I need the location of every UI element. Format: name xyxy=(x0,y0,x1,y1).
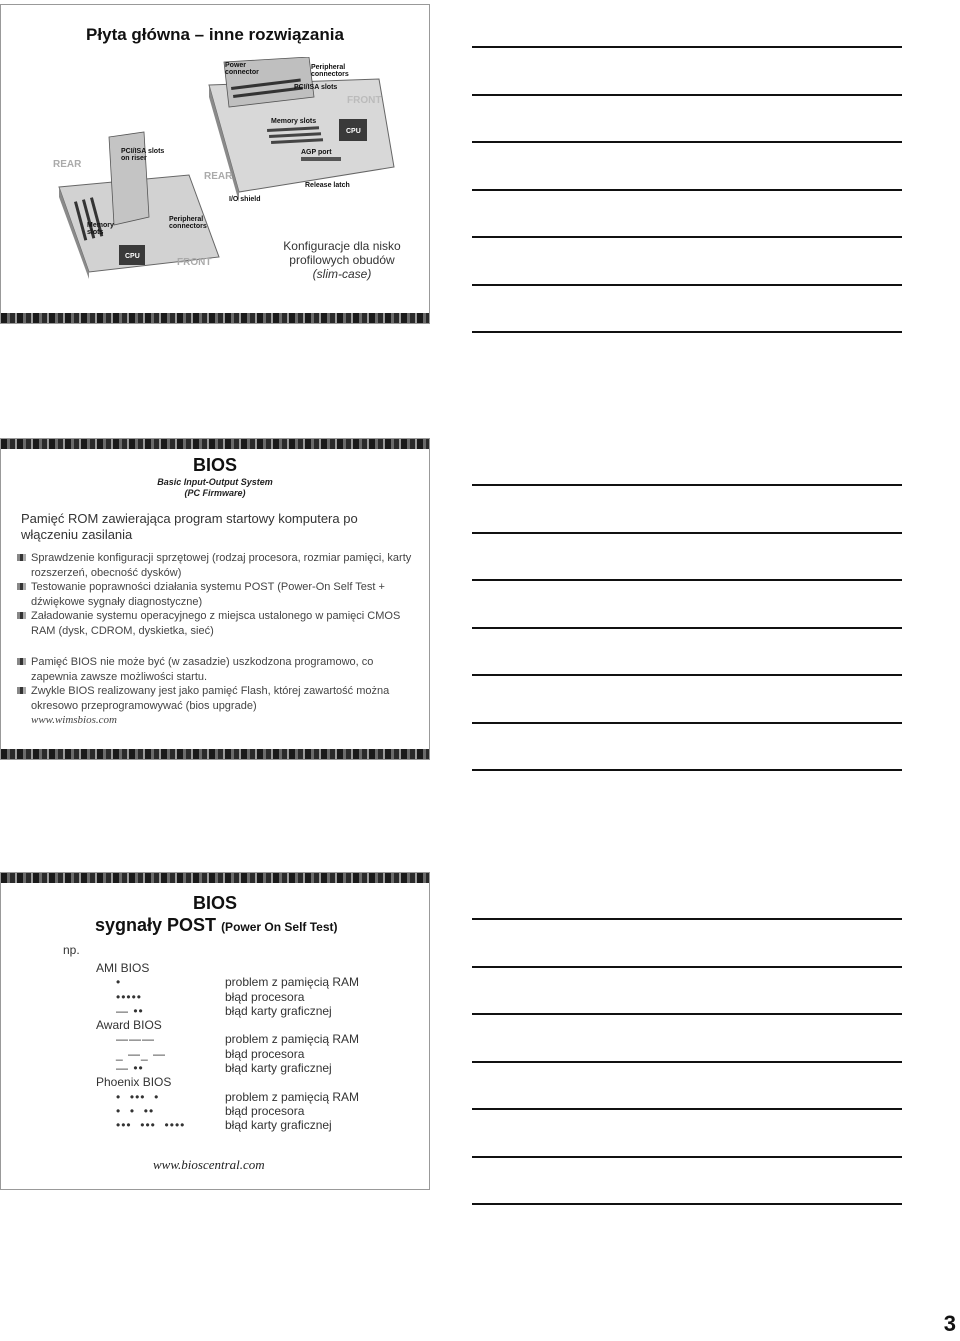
notes-lines-2 xyxy=(472,484,902,817)
notes-lines-1 xyxy=(472,46,902,379)
bioscentral-url[interactable]: www.bioscentral.com xyxy=(153,1157,265,1172)
table-row: ——— problem z pamięcią RAM xyxy=(116,1032,360,1047)
bios-notes-list xyxy=(17,655,422,728)
slide-post-signals xyxy=(0,872,430,1190)
table-row: • ••• • problem z pamięcią RAM xyxy=(116,1089,360,1104)
slide-footer-bar xyxy=(1,313,429,323)
bullet-icon xyxy=(17,658,26,665)
slide-motherboard xyxy=(0,4,430,324)
label-pci-isa-riser: PCI/ISA slots on riser xyxy=(121,148,165,162)
bios-url[interactable]: www.wimsbios.com xyxy=(31,714,117,726)
label-io-shield: I/O shield xyxy=(229,196,261,203)
label-rear-mid: REAR xyxy=(204,171,233,182)
list-item: Pamięć BIOS nie może być (w zasadzie) uszkodzona programowo, co zapewnia zawsze możliwości startu. xyxy=(17,655,422,684)
table-row: — •• błąd karty graficznej xyxy=(116,1061,332,1076)
slide-footer-bar xyxy=(1,749,429,759)
slide-subtitle: sygnały POST (Power On Self Test) xyxy=(95,915,338,935)
bios-definition: Pamięć ROM zawierająca program startowy komputera po włączeniu zasilania xyxy=(21,511,358,542)
table-row: Phoenix BIOS xyxy=(96,1075,172,1090)
label-cpu-top: CPU xyxy=(346,128,361,135)
table-row: Award BIOS xyxy=(96,1018,162,1033)
label-power-connector: Power connector xyxy=(225,62,259,76)
table-row: ••••• błąd procesora xyxy=(116,989,305,1004)
list-item: Załadowanie systemu operacyjnego z miejsca ustalonego w pamięci CMOS RAM (dysk, CDROM, dyskietka, sieć) xyxy=(17,609,422,638)
slide-header-bar xyxy=(1,873,429,883)
label-front-top: FRONT xyxy=(347,95,382,106)
label-peripheral-connectors-top: Peripheral connectors xyxy=(311,64,349,78)
bullet-icon xyxy=(17,583,26,590)
label-front-bottom: FRONT xyxy=(177,257,212,268)
label-memory-slots-top: Memory slots xyxy=(271,118,317,125)
table-row: ••• ••• •••• błąd karty graficznej xyxy=(116,1118,332,1133)
label-rear-left: REAR xyxy=(53,159,82,170)
table-row: AMI BIOS xyxy=(96,961,150,975)
bullet-icon xyxy=(17,554,26,561)
table-row: _ —_ — błąd procesora xyxy=(116,1046,305,1061)
slide-title: BIOS xyxy=(192,455,237,475)
list-item: Zwykle BIOS realizowany jest jako pamięć Flash, której zawartość można okresowo przeprogramowywać (bios upgrade) xyxy=(17,684,422,713)
table-row: — •• błąd karty graficznej xyxy=(116,1003,332,1018)
bullet-icon xyxy=(17,612,26,619)
table-row: • • •• błąd procesora xyxy=(116,1103,305,1118)
slide-title: BIOS xyxy=(192,893,237,913)
label-pci-isa-slots: PCI/ISA slots xyxy=(294,84,338,91)
table-row: • problem z pamięcią RAM xyxy=(116,975,360,990)
list-item: Testowanie poprawności działania systemu POST (Power-On Self Test + dźwiękowe sygnały diagnostyczne) xyxy=(17,580,422,609)
label-release-latch: Release latch xyxy=(305,182,350,189)
label-agp-port: AGP port xyxy=(301,149,332,156)
slide-subtitle: Basic Input-Output System (PC Firmware) xyxy=(157,477,273,498)
page-number: 3 xyxy=(943,1311,956,1336)
bullet-icon xyxy=(17,687,26,694)
slide-caption: Konfiguracje dla nisko profilowych obudów (slim-case) xyxy=(283,239,401,281)
label-cpu-bottom: CPU xyxy=(125,253,140,260)
example-label: np. xyxy=(63,943,80,957)
slide-bios xyxy=(0,438,430,760)
notes-lines-3 xyxy=(472,918,902,1251)
slide-header-bar xyxy=(1,439,429,449)
post-codes-table xyxy=(1,961,430,1133)
label-peripheral-connectors-bottom: Peripheral connectors xyxy=(169,216,207,230)
bios-functions-list xyxy=(17,551,422,638)
slide-title: Płyta główna – inne rozwiązania xyxy=(86,25,344,44)
list-item: Sprawdzenie konfiguracji sprzętowej (rodzaj procesora, rozmiar pamięci, karty rozszerzeń, obecność dysków) xyxy=(17,551,422,580)
label-memory-slots-bottom: Memory slots xyxy=(87,222,114,236)
